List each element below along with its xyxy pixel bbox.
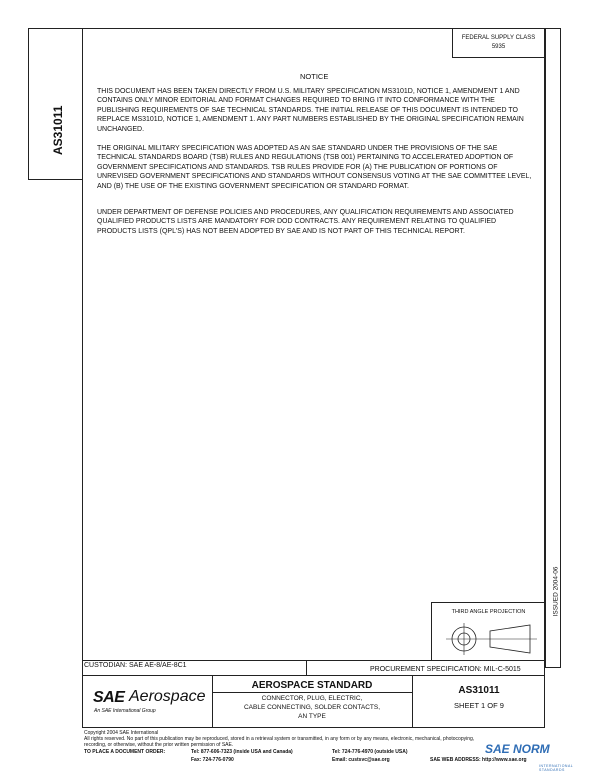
watermark: SAE NORM (485, 742, 550, 756)
web-address-link[interactable]: SAE WEB ADDRESS: http://www.sae.org (430, 757, 527, 763)
aerospace-logo-text: Aerospace (129, 688, 206, 705)
issued-date: ISSUED 2004-06 (552, 566, 560, 617)
title-block-divider-2 (412, 675, 413, 728)
projection-box (431, 602, 544, 661)
rights-statement-1: All rights reserved. No part of this publication may be reproduced, stored in a retrieval system or transmitted, in any form or by any means, electronic, mechanical, photocopying, (84, 736, 475, 742)
title-block-divider-1 (212, 675, 213, 728)
custodian: CUSTODIAN: SAE AE-8/AE-8C1 (84, 662, 187, 669)
procurement-specification: PROCUREMENT SPECIFICATION: MIL-C-5015 (370, 666, 521, 673)
notice-paragraph-3: UNDER DEPARTMENT OF DEFENSE POLICIES AND PROCEDURES, ANY QUALIFICATION REQUIREMENTS AND ASSOCIATED QUALIFIED PRODUCTS LISTS ARE MANDATORY FOR DOD CONTRACTS. ANY REQUIREMENT RELATING TO QUALIFIED PRODUCTS LISTS (QPL'S) HAS NOT BEEN ADOPTED BY SAE AND IS NOT PART OF THIS TECHNICAL REPORT. (97, 209, 514, 235)
watermark-subtitle: INTERNATIONAL STANDARDS (539, 764, 574, 772)
federal-supply-class-value: 5935 (491, 44, 506, 50)
standard-subject-line-2: CABLE CONNECTING, SOLDER CONTACTS, (243, 704, 381, 711)
procurement-divider (306, 660, 307, 675)
custodian-top-rule (82, 660, 545, 661)
side-id-box (28, 28, 83, 180)
standard-title: AEROSPACE STANDARD (251, 680, 373, 691)
federal-supply-class-label: FEDERAL SUPPLY CLASS (461, 35, 536, 41)
email-link[interactable]: Email: custsvc@sae.org (332, 757, 390, 763)
copyright: Copyright 2004 SAE International (84, 730, 159, 736)
notice-paragraph-1: THIS DOCUMENT HAS BEEN TAKEN DIRECTLY FROM U.S. MILITARY SPECIFICATION MS3101D, NOTICE 1, AMENDMENT 1 AND CONTAINS ONLY MINOR EDITORIAL AND FORMAT CHANGES REQUIRED TO BRING IT INTO CONFORMANCE WITH THE PUBLISHING REQUIREMENTS OF SAE TECHNICAL STANDARDS. THE INITIAL RELEASE OF THIS DOCUMENT IS INTENDED TO REPLACE MS3101D, NOTICE 1, AMENDMENT 1. ANY PART NUMBERS ESTABLISHED BY THE ORIGINAL SPECIFICATION REMAIN UNCHANGED. (97, 88, 524, 133)
procurement-rule (82, 675, 545, 676)
sae-logo: SAE (93, 689, 125, 706)
order-label: TO PLACE A DOCUMENT ORDER: (84, 749, 166, 755)
standard-title-rule (212, 692, 412, 693)
document-number: AS31011 (458, 685, 500, 696)
rights-statement-2: recording, or otherwise, without the prior written permission of SAE. (84, 742, 234, 748)
tel-usa: Tel: 877-606-7323 (inside USA and Canada) (191, 749, 293, 755)
standard-subject-line-1: CONNECTOR, PLUG, ELECTRIC, (261, 695, 363, 702)
standard-subject-line-3: AN TYPE (298, 713, 326, 720)
notice-paragraph-2: THE ORIGINAL MILITARY SPECIFICATION WAS ADOPTED AS AN SAE STANDARD UNDER THE PROVISIONS OF THE SAE TECHNICAL STANDARDS BOARD (TSB) RULES AND REGULATIONS (TSB 001) PERTAINING TO ACCELERATED ADOPTION OF GOVERNMENT SPECIFICATIONS AND STANDARDS. TSB RULES PROVIDE FOR (A) THE PUBLICATION OF PORTIONS OF UNREVISED GOVERNMENT SPECIFICATIONS AND STANDARDS WITHOUT CONSENSUS VOTING AT THE SAE COMMITTEE LEVEL, AND (B) THE USE OF THE EXISTING GOVERNMENT SPECIFICATION OR STANDARD FORMAT. (97, 145, 532, 190)
sheet-number: SHEET 1 OF 9 (454, 701, 504, 710)
logo-tagline: An SAE International Group (94, 708, 156, 714)
side-document-id: AS31011 (51, 105, 65, 155)
third-angle-projection-symbol (432, 617, 545, 662)
fax: Fax: 724-776-0790 (191, 757, 234, 763)
tel-outside-usa: Tel: 724-776-4970 (outside USA) (332, 749, 408, 755)
notice-title: NOTICE (300, 72, 329, 81)
projection-label: THIRD ANGLE PROJECTION (451, 609, 526, 615)
federal-supply-class-box (452, 28, 544, 58)
